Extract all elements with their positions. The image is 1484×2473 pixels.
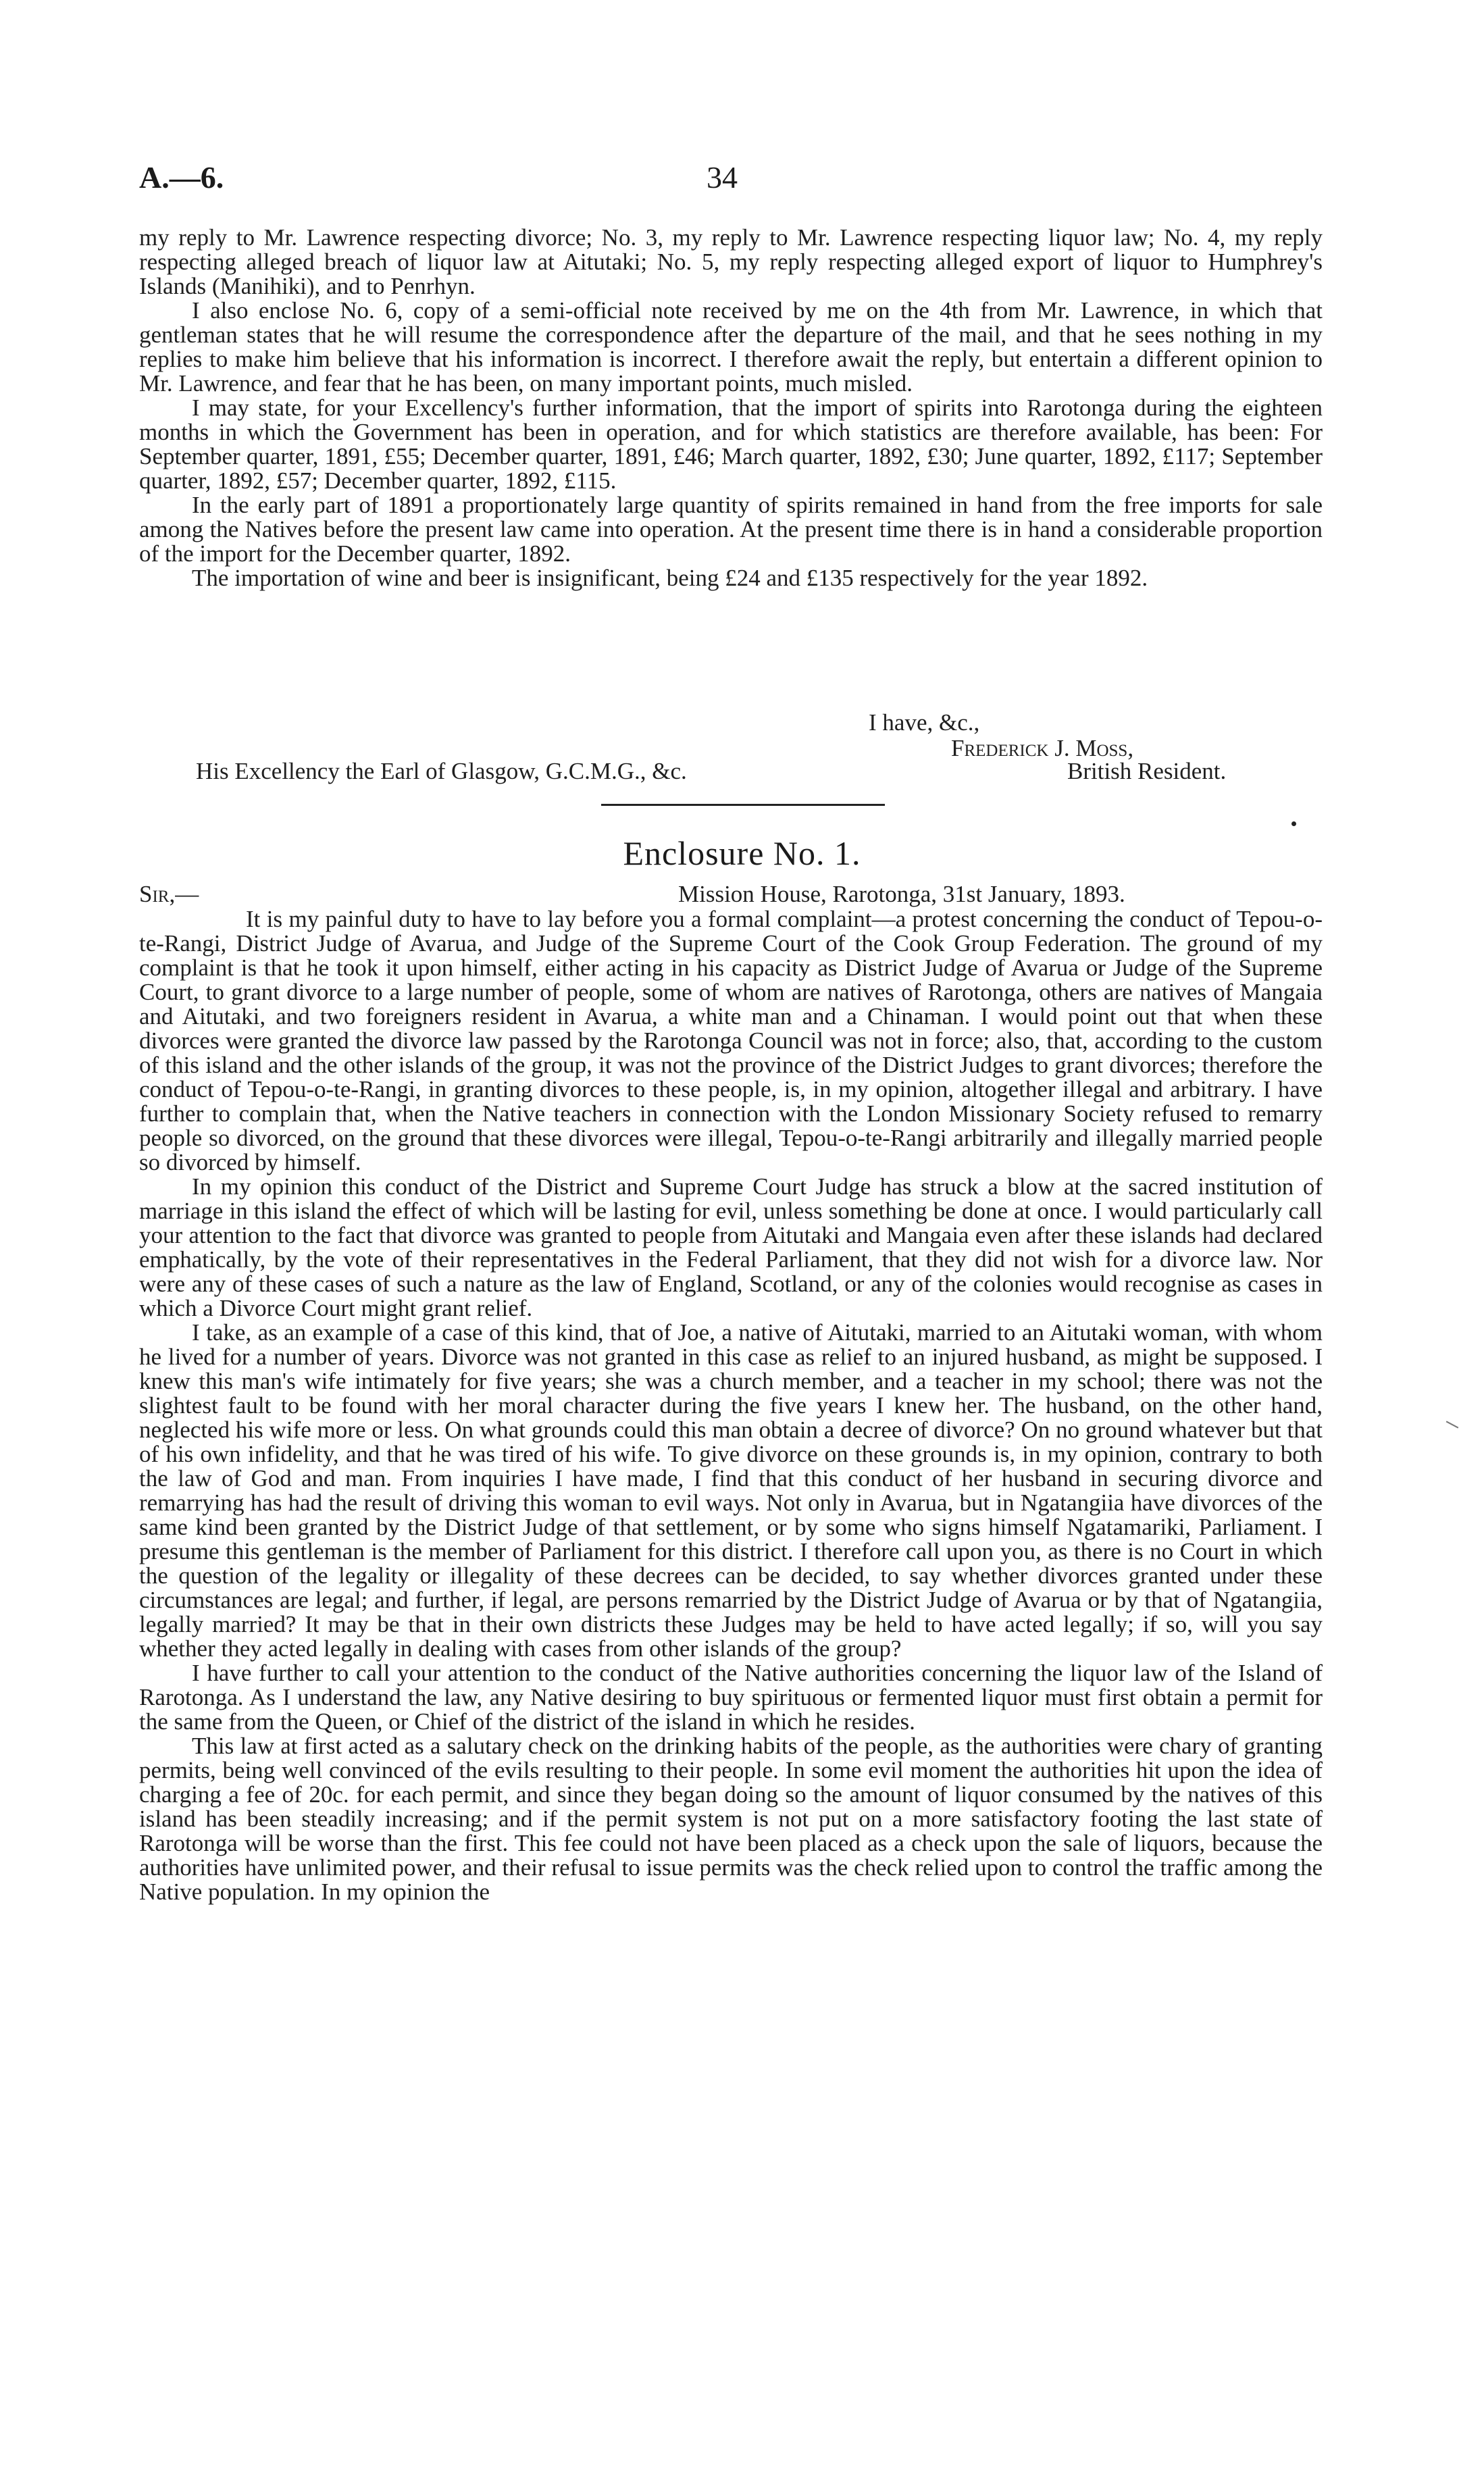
page-header [139,159,1328,200]
enclosure-paragraph: In my opinion this conduct of the District and Supreme Court Judge has struck a blow at the sacred institution of marriage in this island the effect of which will be lasting for evil, unless something be done at once. I would particularly call your attention to the fact that divorce was granted to people from Aitutaki and Mangaia even after these islands had declared emphatically, by the vote of their representatives in the Federal Parliament, that they did not wish for a divorce law. Nor were any of these cases of such a nature as the law of England, Scotland, or any of the colonies would recognise as cases in which a Divorce Court might grant relief. [139,1173,1323,1321]
page-number: 34 [707,160,738,195]
section-divider [601,804,885,806]
letter-paragraph: The importation of wine and beer is insignificant, being £24 and £135 respectively for the year 1892. [192,565,1148,591]
signatory-name: Frederick J. Moss, [951,735,1134,761]
letter-body [139,226,1323,590]
document-reference: A.—6. [139,160,224,195]
addressee-line: His Excellency the Earl of Glasgow, G.C.M.G., &c. [196,758,687,784]
enclosure-paragraph: I take, as an example of a case of this kind, that of Joe, a native of Aitutaki, married to an Aitutaki woman, with whom he lived for a number of years. Divorce was not granted in this case as relief to an injured husband, as might be supposed. I knew this man's wife intimately for five years; she was a church member, and a teacher in my school; there was not the slightest fault to be found with her moral character during the five years I knew her. The husband, on the other hand, neglected his wife more or less. On what grounds could this man obtain a decree of divorce? On no ground whatever but that of his own infidelity, and that he was tired of his wife. To give divorce on these grounds is, in my opinion, contrary to both the law of God and man. From inquiries I have made, I find that this conduct of her husband in securing divorce and remarrying has had the result of driving this woman to evil ways. Not only in Avarua, but in Ngatangiia have divorces of the same kind been granted by the District Judge of that settlement, or by some who signs himself Ngatamariki, Parliament. I presume this gentleman is the member of Parliament for this district. I therefore call upon you, as there is no Court in which the question of the legality or illegality of these decrees can be decided, to say whether divorces granted under these circumstances are legal; and further, if legal, are persons remarried by the District Judge of Avarua or by that of Ngatangiia, legally married? It may be that in their own districts these Judges may be held to have acted legally; if so, will you say whether they acted legally in dealing with cases from other islands of the group? [139,1319,1323,1662]
enclosure-body [139,907,1323,1904]
letter-paragraph: I also enclose No. 6, copy of a semi-official note received by me on the 4th from Mr. Lawrence, in which that gentleman states that he will resume the correspondence after the departure of the mail, and that he sees nothing in my replies to make him believe that his information is incorrect. I therefore await the reply, but entertain a different opinion to Mr. Lawrence, and fear that he has been, on many important points, much misled. [139,297,1323,397]
closing-line: I have, &c., [869,709,980,736]
enclosure-paragraph: This law at first acted as a salutary check on the drinking habits of the people, as the authorities were chary of granting permits, being well convinced of the evils resulting to their people. In some evil moment the authorities hit upon the idea of charging a fee of 20c. for each permit, and since they began doing so the amount of liquor consumed by the natives of this island has been steadily increasing; and if the permit system is not put on a more satisfactory footing the last state of Rarotonga will be worse than the first. This fee could not have been placed as a check upon the sale of liquors, because the authorities have unlimited power, and their refusal to issue permits was the check relied upon to control the traffic among the Native population. In my opinion the [139,1733,1323,1905]
letter-paragraph: my reply to Mr. Lawrence respecting divorce; No. 3, my reply to Mr. Lawrence respecting liquor law; No. 4, my reply respecting alleged breach of liquor law at Aitutaki; No. 5, my reply respecting alleged export of liquor to Humphrey's Islands (Manihiki), and to Penrhyn. [139,224,1323,299]
margin-mark [1446,1421,1459,1428]
margin-dot [1291,821,1296,826]
dateline: Mission House, Rarotonga, 31st January, 1893. [678,881,1125,907]
letter-paragraph: In the early part of 1891 a proportionately large quantity of spirits remained in hand from the free imports for sale among the Natives before the present law came into operation. At the present time there is in hand a considerable proportion of the import for the December quarter, 1892. [139,492,1323,567]
letter-paragraph: I may state, for your Excellency's further information, that the import of spirits into Rarotonga during the eighteen months in which the Government has been in operation, and for which statistics are therefore available, has been: For September quarter, 1891, £55; December quarter, 1891, £46; March quarter, 1892, £30; June quarter, 1892, £117; September quarter, 1892, £57; December quarter, 1892, £115. [139,394,1323,494]
signatory-title: British Resident. [1067,758,1227,784]
enclosure-title: Enclosure No. 1. [623,834,861,872]
enclosure-paragraph: It is my painful duty to have to lay before you a formal complaint—a protest concerning the conduct of Tepou-o-te-Rangi, District Judge of Avarua, and Judge of the Supreme Court of the Cook Group Federation. The ground of my complaint is that he took it upon himself, either acting in his capacity as District Judge of Avarua or Judge of the Supreme Court, to grant divorce to a large number of people, some of whom are natives of Rarotonga, others are natives of Mangaia and Aitutaki, and two foreigners resident in Avarua, a white man and a Chinaman. I would point out that when these divorces were granted the divorce law passed by the Rarotonga Council was not in force; also, that, according to the custom of this island and the other islands of the group, it was not the province of the District Judges to grant divorces; therefore the conduct of Tepou-o-te-Rangi, in granting divorces to these people, is, in my opinion, altogether illegal and arbitrary. I have further to complain that, when the Native teachers in connection with the London Missionary Society refused to remarry people so divorced, on the ground that these divorces were illegal, Tepou-o-te-Rangi arbitrarily and illegally married people so divorced by himself. [139,906,1323,1175]
enclosure-paragraph: I have further to call your attention to the conduct of the Native authorities concerning the liquor law of the Island of Rarotonga. As I understand the law, any Native desiring to buy spirituous or fermented liquor must first obtain a permit for the same from the Queen, or Chief of the district of the island in which he resides. [139,1660,1323,1735]
salutation: Sir,— [139,881,199,907]
